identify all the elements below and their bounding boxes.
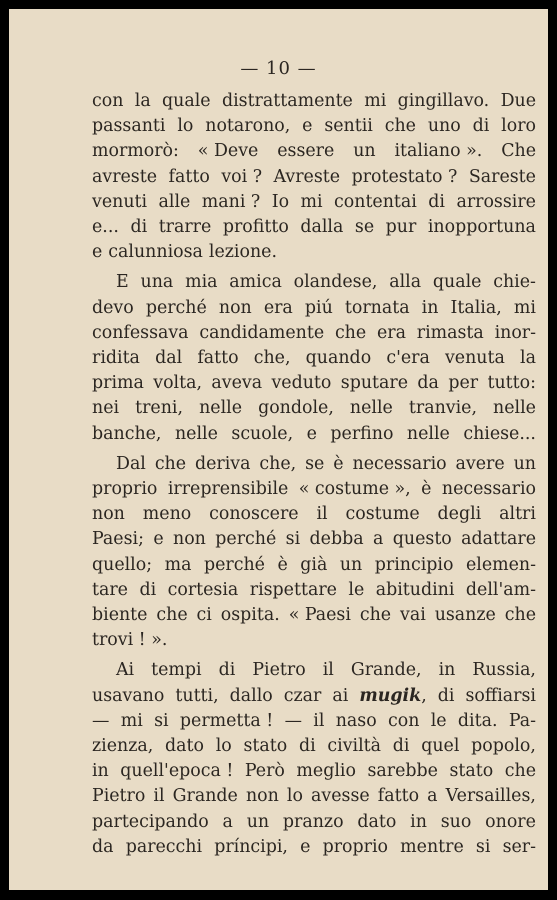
word: Che [501,141,536,162]
word: devo [92,297,134,318]
word: avere [455,453,505,474]
word: di [437,685,455,706]
word: Grande, [350,660,422,681]
word: si [475,836,491,857]
word: dato [357,811,397,832]
word: altri [499,504,536,525]
word: proprio [322,836,388,857]
text-line [92,709,536,734]
word: con [92,91,124,111]
word: contentai [334,191,417,212]
word: necessario [352,453,447,474]
paragraph [92,452,536,654]
word: a [427,786,438,807]
word: in [438,660,456,681]
word: veduto [271,373,332,394]
word: in [421,297,439,318]
word: adattare [461,529,536,550]
word: Pietro [92,786,146,807]
word: chiese... [463,423,536,444]
word: dato [165,736,204,757]
word: che [504,605,536,626]
word: fatto [168,166,210,187]
word: il [153,786,165,807]
word: stato [243,736,288,757]
word: « costume », [298,479,411,500]
word: Russia, [472,660,536,681]
word: uno [427,116,461,137]
word: una [140,272,174,293]
word: se [354,217,375,238]
word: elemen- [465,554,536,575]
word: Io [271,191,290,212]
word: candidamente [199,322,325,343]
word: non [218,297,252,318]
word: loro [501,116,536,137]
word: notarono, [205,116,291,137]
word: mentre [400,836,464,857]
word: avreste [92,166,158,187]
text-line [92,628,536,653]
word: alla [389,272,422,293]
word: proprio [92,479,158,500]
word: lezione. [208,242,277,263]
paragraph [92,270,536,446]
word: il [316,504,328,525]
word: usanze [434,605,496,626]
paragraph [92,658,536,860]
word: confessava [92,322,189,343]
text-line [92,371,536,396]
text-line [92,553,536,578]
word: trarre [158,217,212,238]
word: gingillavo. [397,91,490,111]
word: Italia, [450,297,502,318]
word: prima [92,373,144,394]
text-line [92,114,536,139]
word: calunniosa [108,242,203,263]
word: vai [400,605,426,626]
word: soffiarsi [465,685,536,706]
text-line [92,658,536,683]
word: tornata [344,297,410,318]
word: un [246,811,270,832]
word: perfino [330,423,394,444]
word: tranvie, [408,398,477,419]
text-line [92,527,536,552]
word: — [284,710,302,731]
word: meglio [296,761,356,782]
word: già [300,554,328,575]
word: era [376,322,406,343]
word: stato [449,761,494,782]
word: deriva [194,453,251,474]
word: si [285,529,301,550]
text-line [92,684,536,709]
word: — [92,710,110,731]
word: mugik, [359,685,427,706]
word: che [154,453,187,474]
word: nelle [199,398,242,419]
word: essere [277,141,335,162]
word: « Deve [197,141,259,162]
word: per [448,373,479,394]
word: italiano ». [394,141,483,162]
word: avesse [311,786,370,807]
word: sputare [340,373,409,394]
word: che [384,116,416,137]
text-line [92,502,536,527]
word: quale [432,272,482,293]
word: a [373,529,384,550]
word: un [353,141,376,162]
text-line [92,215,536,240]
paragraph [92,89,536,265]
word: alle [158,191,191,212]
word: abitudini [375,579,455,600]
word: la [520,348,536,369]
word: amica [229,272,282,293]
word: non [173,529,206,550]
word: permetta ! [179,710,274,731]
word: dallo [229,685,273,706]
word: meno [142,504,192,525]
word: nei [92,398,120,419]
word: perché [145,297,207,318]
word: quell'epoca ! [120,761,234,782]
text-line [92,477,536,502]
word: protestato ? [351,166,458,187]
word: mormorò: [92,141,179,162]
word: mi [120,710,143,731]
word: era [263,297,293,318]
word: rispettare [249,579,337,600]
word: che [334,322,367,343]
text-line [92,603,536,628]
word: olandese, [293,272,378,293]
word: le [430,710,447,731]
text-line [92,240,536,265]
word: ridita [92,348,140,369]
word: mi [300,191,323,212]
text-line [92,89,536,114]
word: cortesia [167,579,239,600]
word: che [156,605,188,626]
word: lo [215,736,232,757]
text-line [92,165,536,190]
word: Però [244,761,285,782]
word: c'era [386,348,430,369]
word: venuta [444,348,505,369]
word: czar [283,685,322,706]
word: dal [155,348,183,369]
word: ospita. [220,605,280,626]
word: gondole, [258,398,334,419]
word: il [313,710,325,731]
word: nelle [174,423,218,444]
word: lo [177,116,194,137]
word: in [92,761,109,782]
text-line [92,784,536,809]
word: principio [374,554,454,575]
word: le [348,579,365,600]
word: necessario [441,479,536,500]
word: mi [513,297,536,318]
word: quello; [92,554,153,575]
text-line [92,270,536,295]
word: príncipi, [214,836,288,857]
word: suo [440,811,472,832]
word: tutti, [175,685,219,706]
word: volta, [153,373,203,394]
word: un [513,453,536,474]
text-line [92,346,536,371]
word: civiltà [327,736,382,757]
word: di [139,579,157,600]
word: mani ? [201,191,261,212]
word: Versailles, [445,786,536,807]
word: mia [185,272,218,293]
book-page [9,9,548,890]
word: di [218,660,236,681]
word: che, [259,453,297,474]
text-line [92,452,536,477]
word: ma [164,554,192,575]
word: Dal [116,453,146,474]
word: questo [392,529,452,550]
word: sarebbe [367,761,438,782]
word: E [116,272,129,293]
word: e [306,423,317,444]
word: è [421,479,432,500]
word: e [153,529,164,550]
word: aveva [211,373,263,394]
word: dalla [300,217,344,238]
word: venuti [92,191,148,212]
word: in [410,811,427,832]
word: di [428,191,445,212]
word: popolo, [471,736,536,757]
word: parecchi [125,836,203,857]
text-line [92,835,536,860]
word: banche, [92,423,162,444]
text-line [92,321,536,346]
text-line [92,422,536,447]
word: trovi ! ». [92,630,168,651]
word: perché [203,554,265,575]
word: nelle [493,398,536,419]
word: Due [500,91,536,111]
word: che [504,761,536,782]
word: la [134,91,151,111]
word: lo [286,786,303,807]
word: Sareste [468,166,536,187]
word: profitto [222,217,289,238]
word: Grande [172,786,238,807]
word: naso [335,710,377,731]
word: irreprensibile [167,479,289,500]
word: nelle [406,423,450,444]
body-text [92,89,536,860]
word: perché [215,529,277,550]
word: a [222,811,233,832]
word: partecipando [92,811,209,832]
word: rimasta [416,322,484,343]
text-line [92,734,536,759]
word: biente [92,605,148,626]
word: degli [437,504,482,525]
word: zienza, [92,736,154,757]
word: distrattamente [221,91,353,111]
word: sentii [324,116,373,137]
word: conoscere [209,504,299,525]
word: ser- [502,836,536,857]
word: Avreste [273,166,341,187]
word: Ai [116,660,135,681]
word: con [388,710,420,731]
page-number: — 10 — [240,58,317,79]
word: è [277,554,288,575]
word: che, [253,348,291,369]
word: un [339,554,363,575]
word: tutto: [487,373,536,394]
word: passanti [92,116,166,137]
word: di [392,736,410,757]
word: ai [332,685,349,706]
word: e... [92,217,119,238]
word: Paesi; [92,529,144,550]
word: scuole, [231,423,294,444]
word: Pietro [252,660,306,681]
word: da [92,836,114,857]
word: che [359,605,392,626]
word: dell'am- [465,579,536,600]
word: voi ? [221,166,263,187]
word: treni, [135,398,184,419]
word: quel [421,736,460,757]
text-line [92,810,536,835]
text-line [92,578,536,603]
word: e [300,836,311,857]
text-line [92,759,536,784]
word: tare [92,579,128,600]
word: fatto [377,786,420,807]
word: ci [196,605,212,626]
word: inor- [494,322,536,343]
word: usavano [92,685,165,706]
word: il [322,660,334,681]
word: onore [485,811,536,832]
word: si [154,710,169,731]
word: Pa- [508,710,536,731]
word: se [305,453,325,474]
word: arrossire [456,191,536,212]
word: da [417,373,439,394]
word: nelle [349,398,393,419]
word: « Paesi [288,605,351,626]
word: è [333,453,344,474]
word: quale [162,91,211,111]
word: di [130,217,148,238]
word: tempi [151,660,202,681]
word: non [245,786,279,807]
word: mi [364,91,387,111]
word: costume [345,504,420,525]
word: non [92,504,125,525]
word: pur [385,217,417,238]
word: piú [304,297,333,318]
word: di [472,116,490,137]
word: e [302,116,313,137]
word: inopportuna [427,217,536,238]
word: di [298,736,316,757]
word: chie- [493,272,536,293]
word: debba [309,529,364,550]
word: dita. [457,710,498,731]
text-line [92,396,536,421]
word: quando [305,348,372,369]
word: e [92,242,103,263]
text-line [92,139,536,164]
text-line [92,296,536,321]
word: pranzo [282,811,344,832]
text-line [92,190,536,215]
word: fatto [197,348,239,369]
